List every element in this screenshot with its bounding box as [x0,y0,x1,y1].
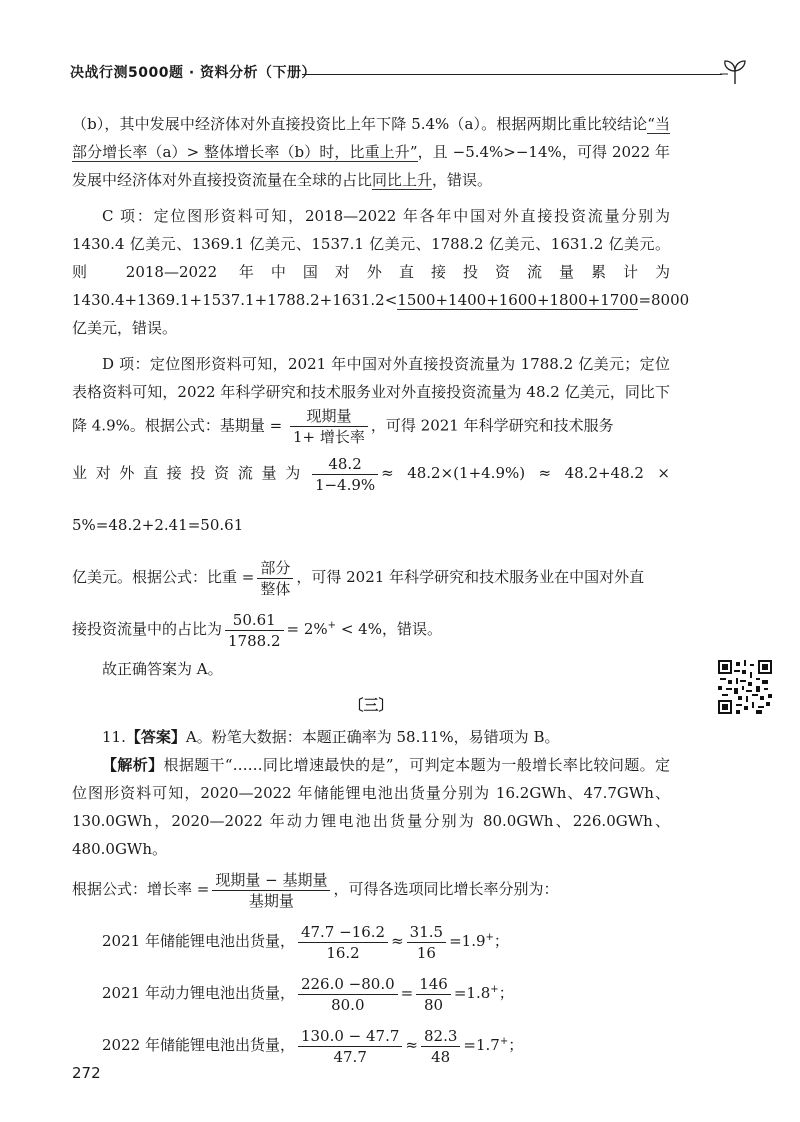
question-number: 11. [102,728,126,746]
text: = 2% [286,620,328,638]
denominator: 80 [423,995,444,1014]
result: =1.9 [449,932,486,950]
denominator: 47.7 [333,1047,367,1066]
formula-line-share [72,603,670,655]
text: ，可得 2021 年科学研究和技术服务业在中国对外直 [296,568,645,586]
numerator: 31.5 [407,922,446,943]
fraction [407,922,446,963]
paragraph-option-c [72,202,690,342]
page-content [72,110,690,1071]
operator: = [400,984,414,1002]
growth-item [72,967,670,1019]
operator: ≈ [405,1036,418,1054]
text: ，且 −5.4%>−14%，可得 2022 年 [417,143,670,161]
superscript: + [499,1036,509,1047]
result: =1.8 [453,984,491,1002]
text: ，可得 2021 年科学研究和技术服务 [370,416,614,435]
numerator: 现期量 − 基期量 [212,870,330,891]
text: ，错误。 [432,171,493,189]
fraction-ratio-formula [257,558,293,599]
denominator: 16 [416,943,436,962]
fraction-base-formula [290,406,368,447]
numerator: 48.2 [312,454,378,475]
denominator: 48 [431,1047,451,1066]
numerator: 130.0 − 47.7 [298,1026,402,1047]
text: C 项：定位图形资料可知，2018—2022 年各年中国对外直接投资流量分别为 1430.4 亿美元、1369.1 亿美元、1537.1 亿美元、1788.2 亿美元、1631.2 亿美元。则 2018—2022 年中国对外直接投资流量累计为 1430.4+1369.1+1537.1+1788.2+1631.2< [72,207,670,309]
text: ； [508,1036,524,1054]
fraction [421,1026,460,1067]
text: 根据公式：增长率 = [72,880,210,898]
final-answer: 故正确答案为 A。 [102,660,223,678]
text: 业对外直接投资流量为 [72,464,309,482]
numerator: 50.61 [225,610,284,631]
text: A。粉笔大数据：本题正确率为 58.11%，易错项为 B。 [185,728,560,746]
underlined-text: 1500+1400+1600+1800+1700 [397,291,639,309]
text: 接投资流量中的占比为 [72,620,223,638]
superscript: + [485,932,494,943]
text: < 4%，错误。 [336,620,442,638]
book-title: 决战行测5000题 · 资料分析（下册） [70,65,317,81]
numerator: 部分 [257,558,293,579]
formula-line-growth [72,863,670,915]
underlined-text: “当部分增长率（a）> 整体增长率（b）时，比重上升” [72,115,670,161]
answer-label: 【答案】 [125,728,186,746]
paragraph-b-conclusion [72,110,670,194]
growth-item [72,915,670,967]
formula-line-ratio [72,551,670,603]
denominator: 1−4.9% [314,475,376,494]
growth-item [72,1019,670,1071]
text: ，可得各选项同比增长率分别为： [333,880,559,898]
fraction [298,974,398,1015]
denominator: 80.0 [331,995,365,1014]
analysis-paragraph [72,751,670,863]
question-11-answer [72,723,670,751]
fraction [312,454,378,495]
numerator: 82.3 [421,1026,460,1047]
numerator: 现期量 [290,406,368,427]
denominator: 整体 [260,579,291,598]
numerator: 146 [416,974,451,995]
item-label: 2021 年储能锂电池出货量， [102,932,295,950]
result: =1.7 [463,1036,500,1054]
page-header [70,58,750,86]
denominator: 16.2 [326,943,360,962]
numerator: 226.0 −80.0 [298,974,398,995]
text: 亿美元。根据公式：比重 = [72,568,255,586]
header-rule [302,74,722,75]
growth-items [72,915,670,1071]
fraction [225,610,284,651]
text: =8000 亿美元，错误。 [72,291,690,337]
analysis-label: 【解析】 [102,756,164,774]
superscript: + [327,620,337,631]
denominator: 基期量 [248,891,294,910]
paragraph-option-d [72,350,670,447]
text: ； [493,932,509,950]
text: （b），其中发展中经济体对外直接投资比上年下降 5.4%（a）。根据两期比重比较结论 [72,115,648,133]
text: D 项：定位图形资料可知，2021 年中国对外直接投资流量为 1788.2 亿美元；定位表格资料可知，2022 年科学研究和技术服务业对外直接投资流量为 48.2 亿美元，同比下降 4.9%。根据公式：基期量 = [72,355,670,435]
fraction-growth-formula [212,870,330,911]
text: ≈ 48.2×(1+4.9%) ≈ 48.2+48.2 × 5%=48.2+2.41=50.61 [72,464,670,534]
fraction [416,974,451,1015]
page-number: 272 [72,1064,101,1082]
sprout-icon [720,58,750,86]
text: ； [498,984,514,1002]
formula-line-base [72,447,670,551]
fraction [298,1026,402,1067]
item-label: 2022 年储能锂电池出货量， [102,1036,295,1054]
numerator: 47.7 −16.2 [298,922,388,943]
underlined-text: 同比上升 [372,171,433,189]
fraction [298,922,388,963]
superscript: + [490,984,499,995]
text: 根据题干“……同比增速最快的是”，可判定本题为一般增长率比较问题。定位图形资料可知，2020—2022 年储能锂电池出货量分别为 16.2GWh、47.7GWh、130.0GWh，2020—2022 年动力锂电池出货量分别为 80.0GWh、226.0GWh、480.0GWh。 [72,756,670,858]
denominator: 1+ 增长率 [293,428,365,446]
section-heading: 〔三〕 [348,696,394,714]
qr-code [718,660,772,714]
item-label: 2021 年动力锂电池出货量， [102,984,295,1002]
text: 发展中经济体对外直接投资流量在全球的占比 [72,171,373,189]
operator: ≈ [391,932,404,950]
denominator: 1788.2 [228,631,281,650]
